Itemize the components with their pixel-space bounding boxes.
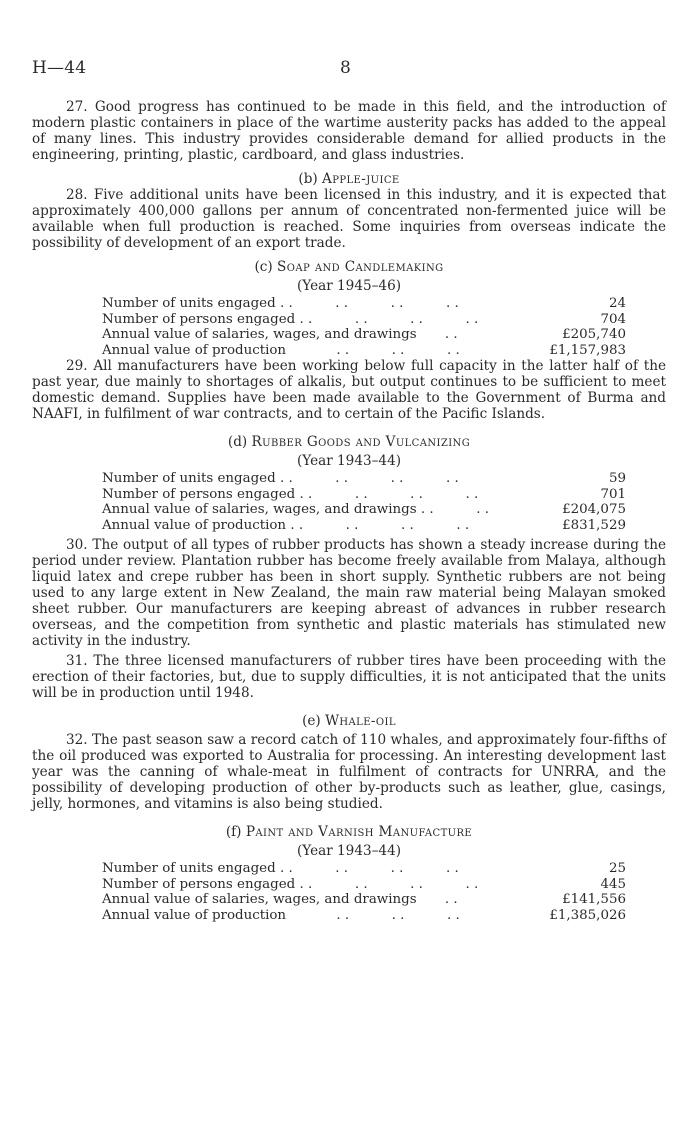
table-row bbox=[102, 877, 626, 893]
document-reference: H—44 bbox=[32, 58, 87, 78]
row-label: Number of persons engaged . . . . . . . . bbox=[102, 876, 479, 892]
stats-table-rubber bbox=[102, 471, 626, 533]
table-row bbox=[102, 908, 626, 924]
row-label: Annual value of salaries, wages, and drawings . . . . bbox=[102, 502, 489, 517]
document-body bbox=[32, 99, 666, 923]
table-row bbox=[102, 892, 626, 908]
row-label: Number of persons engaged . . . . . . . . bbox=[102, 311, 479, 327]
table-row bbox=[102, 518, 626, 534]
section-letter: (f) bbox=[225, 824, 242, 840]
section-title: Apple-juice bbox=[322, 171, 400, 187]
section-letter: (e) bbox=[302, 713, 321, 729]
section-title: Rubber Goods and Vulcanizing bbox=[251, 434, 471, 450]
paragraph-31: 31. The three licensed manufacturers of rubber tires have been proceeding with the erection of their factories, but, due to supply difficulties, it is not anticipated that the units will be in production until 1948. bbox=[32, 653, 666, 701]
row-value: £141,556 bbox=[562, 892, 626, 907]
section-letter: (b) bbox=[298, 171, 318, 187]
section-heading-paint bbox=[32, 824, 666, 840]
table-row bbox=[102, 471, 626, 487]
row-value: £1,385,026 bbox=[549, 907, 626, 923]
section-title: Whale-oil bbox=[325, 713, 396, 729]
stats-table-paint bbox=[102, 861, 626, 923]
row-label: Annual value of production . . . . . . . . bbox=[102, 517, 470, 533]
table-row bbox=[102, 343, 626, 359]
section-heading-soap bbox=[32, 259, 666, 275]
row-value: 24 bbox=[608, 296, 626, 311]
section-year: (Year 1943–44) bbox=[296, 453, 402, 469]
row-label: Number of persons engaged . . . . . . . . bbox=[102, 486, 479, 502]
section-year: (Year 1943–44) bbox=[296, 843, 402, 859]
paragraph-27: 27. Good progress has continued to be made in this field, and the introduction of modern plastic containers in place of the wartime austerity packs has added to the appeal of many lines. This industry provides considerable demand for allied products in the engineering, printing, plastic, cardboard, and glass industries. bbox=[32, 99, 666, 163]
paragraph-29: 29. All manufacturers have been working below full capacity in the latter half of the past year, due mainly to shortages of alkalis, but output continues to be sufficient to meet domestic demand. Supplies have been made available to the Government of Burma and NAAFI, in fulfilment of war contracts, and to certain of the Pacific Islands. bbox=[32, 358, 666, 422]
row-label: Annual value of salaries, wages, and drawings . . bbox=[102, 327, 458, 342]
paragraph-32: 32. The past season saw a record catch of 110 whales, and approximately four-fifths of the oil produced was exported to Australia for processing. An interesting development last year was the canning of whale-meat in fulfilment of contracts for UNRRA, and the possibility of developing production of other by-products such as leather, glue, casings, jelly, hormones, and vitamins is also being studied. bbox=[32, 732, 666, 812]
row-value: 59 bbox=[608, 471, 626, 486]
section-letter: (c) bbox=[254, 259, 273, 275]
row-label: Number of units engaged . . . . . . . . bbox=[102, 296, 459, 311]
section-year: (Year 1945–46) bbox=[296, 278, 402, 294]
row-label: Annual value of salaries, wages, and drawings . . bbox=[102, 892, 458, 907]
row-label: Annual value of production . . . . . . bbox=[102, 907, 460, 923]
table-row bbox=[102, 861, 626, 877]
row-value: £1,157,983 bbox=[549, 342, 626, 358]
row-value: 25 bbox=[608, 861, 626, 876]
row-label: Number of units engaged . . . . . . . . bbox=[102, 861, 459, 876]
section-title: Soap and Candlemaking bbox=[277, 259, 444, 275]
section-title: Paint and Varnish Manufacture bbox=[245, 824, 473, 840]
table-row bbox=[102, 296, 626, 312]
stats-table-soap bbox=[102, 296, 626, 358]
row-label: Number of units engaged . . . . . . . . bbox=[102, 471, 459, 486]
table-row bbox=[102, 502, 626, 518]
page-number: 8 bbox=[340, 58, 352, 78]
row-value: 701 bbox=[600, 486, 626, 502]
table-row bbox=[102, 487, 626, 503]
section-heading-apple-juice bbox=[32, 171, 666, 187]
section-heading-rubber bbox=[32, 434, 666, 450]
row-label: Annual value of production . . . . . . bbox=[102, 342, 460, 358]
table-row bbox=[102, 327, 626, 343]
row-value: £831,529 bbox=[562, 517, 626, 533]
paragraph-28: 28. Five additional units have been licensed in this industry, and it is expected that approximately 400,000 gallons per annum of concentrated non-fermented juice will be available when full production is reached. Some inquiries from overseas indicate the possibility of development of an export trade. bbox=[32, 187, 666, 251]
paragraph-30: 30. The output of all types of rubber products has shown a steady increase during the period under review. Plantation rubber has become freely available from Malaya, although liquid latex and crepe rubber has been in short supply. Synthetic rubbers are not being used to any large extent in New Zealand, the main raw material being Malayan smoked sheet rubber. Our manufacturers are keeping abreast of advances in rubber research overseas, and the competition from synthetic and plastic materials has stimulated new activity in the industry. bbox=[32, 537, 666, 649]
row-value: £205,740 bbox=[562, 327, 626, 342]
table-row bbox=[102, 312, 626, 328]
row-value: 445 bbox=[600, 876, 626, 892]
section-letter: (d) bbox=[227, 434, 248, 450]
section-heading-whale-oil bbox=[32, 713, 666, 729]
row-value: 704 bbox=[600, 311, 626, 327]
row-value: £204,075 bbox=[562, 502, 626, 517]
